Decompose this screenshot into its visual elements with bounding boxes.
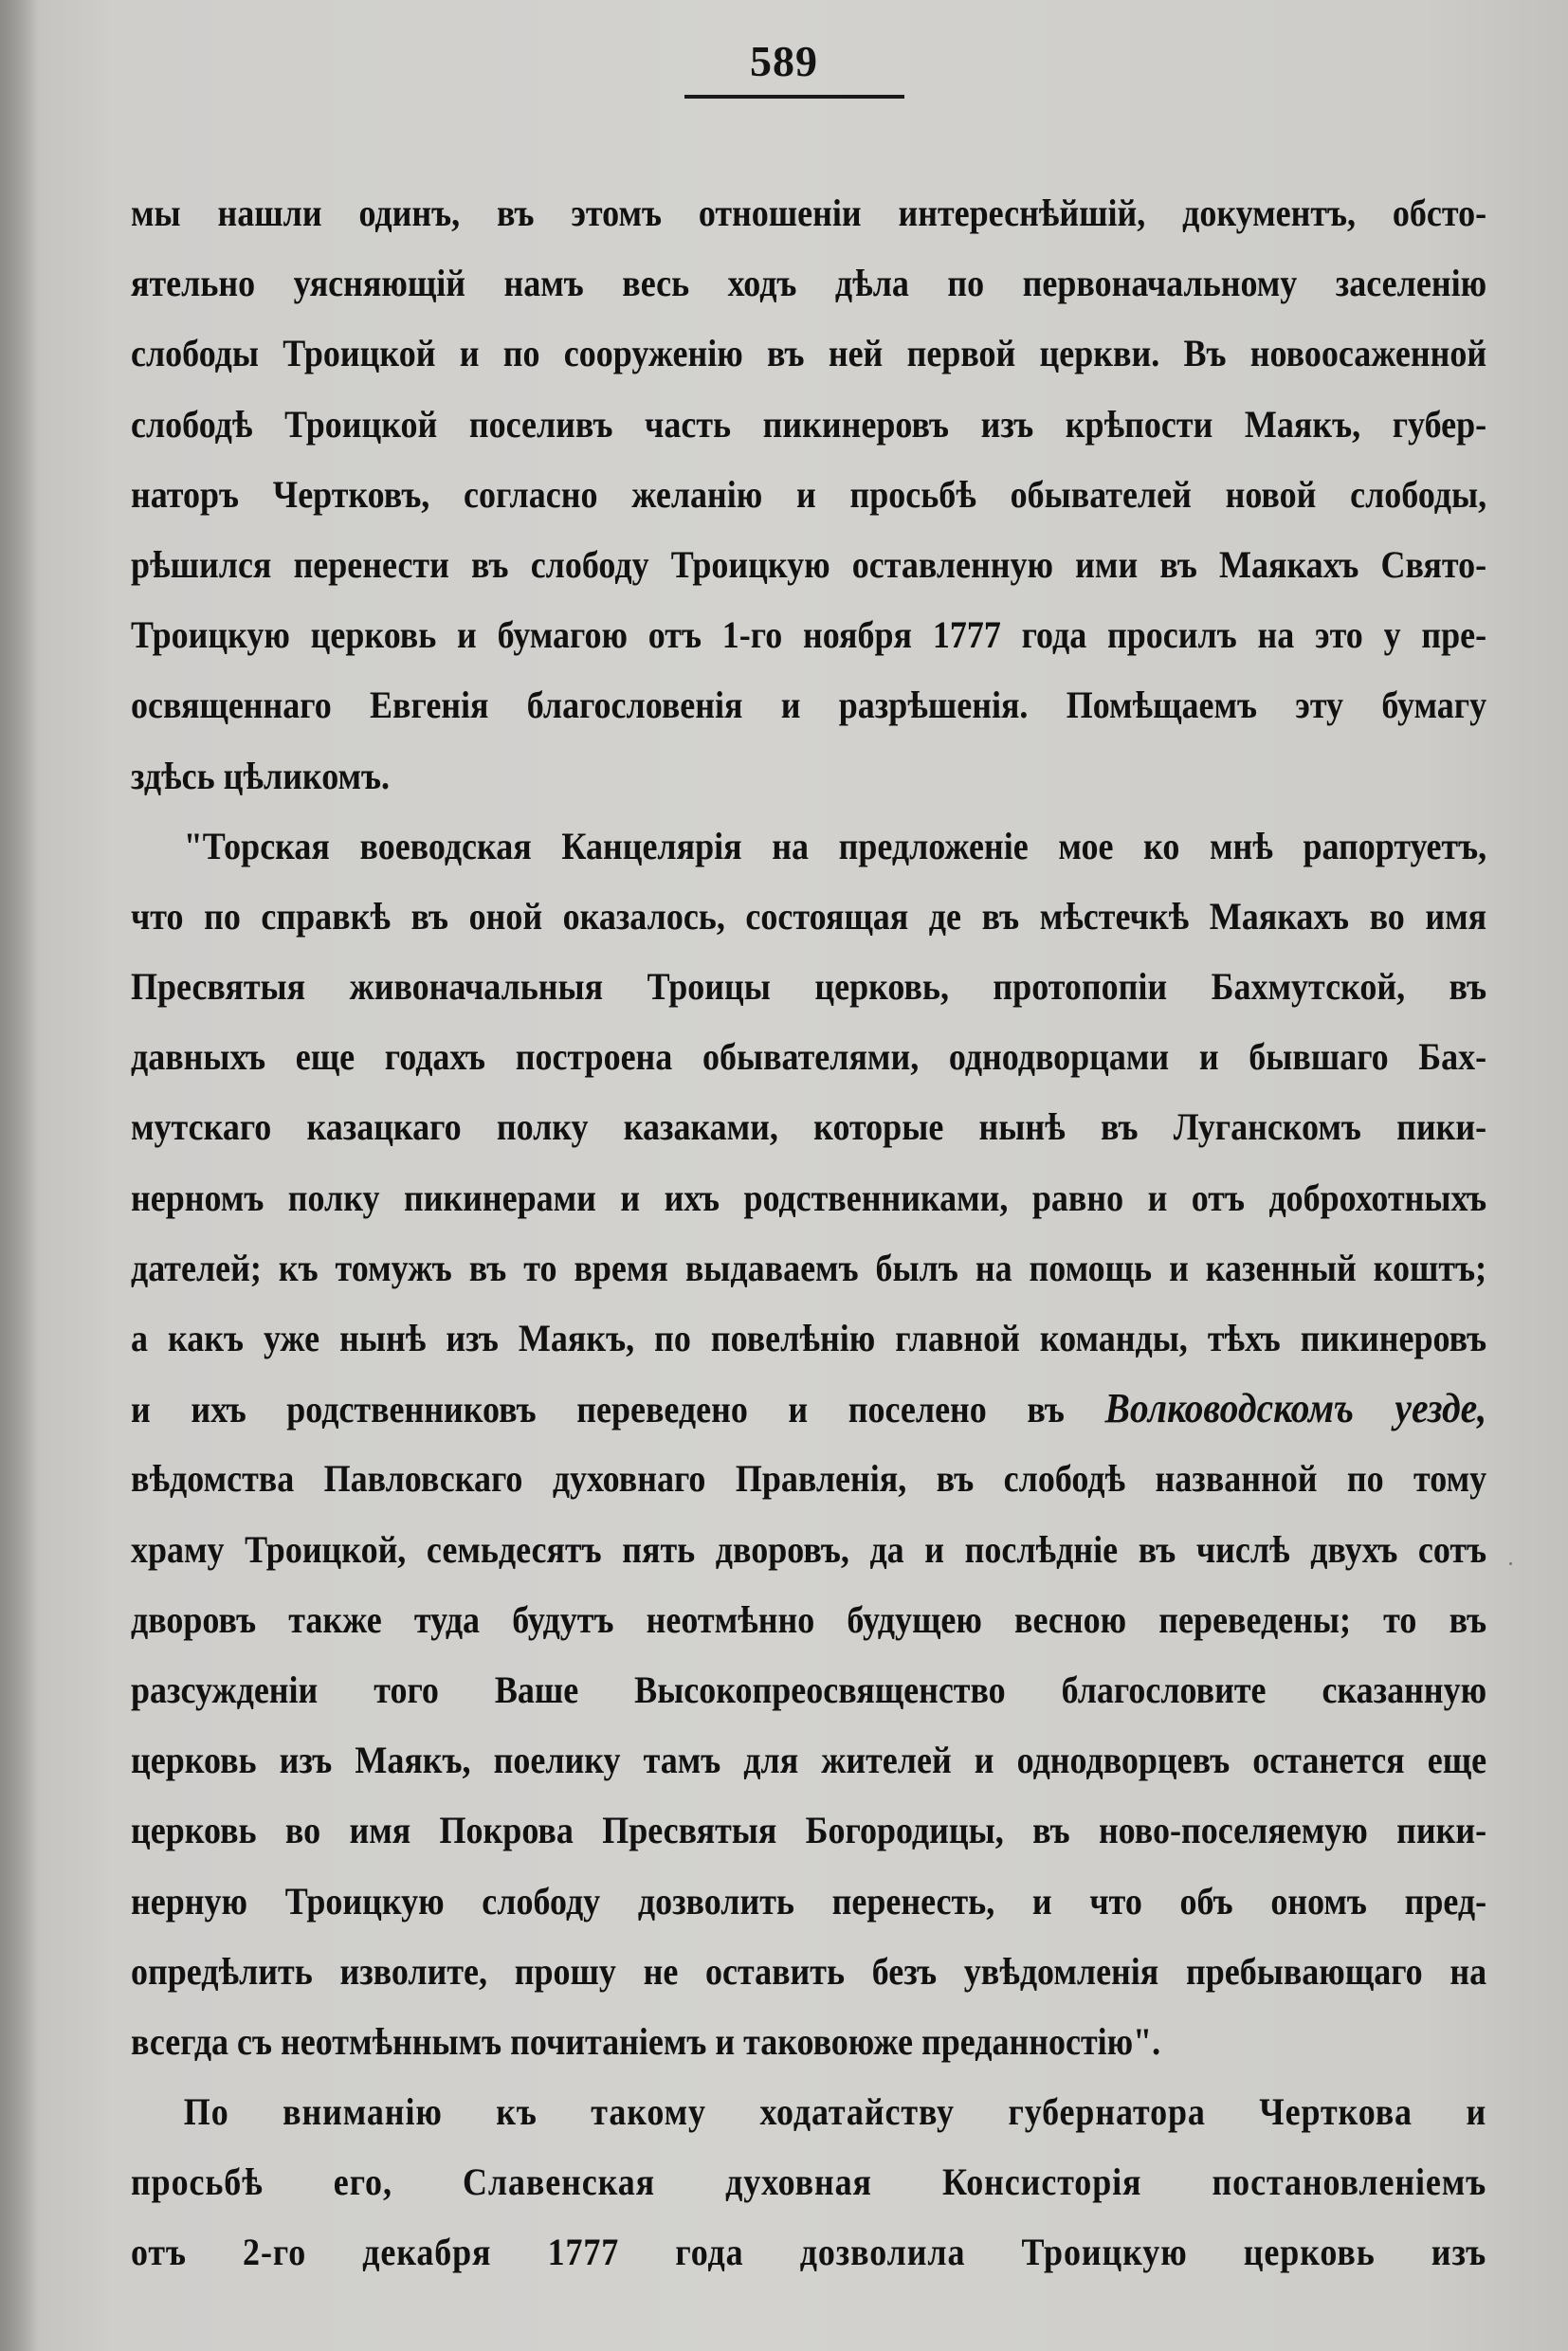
- text-line: здѣсь цѣликомъ.: [131, 754, 391, 797]
- paragraph-2-quote: [131, 811, 1486, 2077]
- text-line: рѣшился перенести въ слободу Троицкую оставленную ими въ Маякахъ Свято-: [131, 542, 1487, 586]
- paragraph-3: [131, 2077, 1486, 2288]
- text-line: ятельно уясняющій намъ весь ходъ дѣла по первоначальному заселенію: [131, 262, 1487, 305]
- paragraph-1: [131, 178, 1486, 811]
- page-number-rule: [684, 95, 904, 99]
- text-line: дателей; къ томужъ въ то время выдаваемъ былъ на помощь и казенный коштъ;: [131, 1246, 1487, 1289]
- text-line: слободы Троицкой и по сооруженію въ ней первой церкви. Въ новоосаженной: [131, 332, 1487, 375]
- text-line: церковь во имя Покрова Пресвятыя Богородицы, въ ново-поселяемую пики-: [131, 1809, 1487, 1852]
- text-line: отъ 2-го декабря 1777 года дозволила Троицкую церковь изъ: [131, 2231, 1487, 2274]
- text-line: мы нашли одинъ, въ этомъ отношеніи интереснѣйшій, документъ, обсто-: [131, 191, 1487, 234]
- text-line: освященнаго Евгенія благословенія и разрѣшенія. Помѣщаемъ эту бумагу: [131, 683, 1487, 727]
- text-line: нерную Троицкую слободу дозволить перенесть, и что объ ономъ пред-: [131, 1879, 1487, 1923]
- text-segment: и ихъ родственниковъ переведено и поселено въ: [131, 1388, 1065, 1431]
- text-line: разсужденіи того Ваше Высокопреосвященство благословите сказанную: [131, 1668, 1487, 1711]
- text-line: церковь изъ Маякъ, поелику тамъ для жителей и однодворцевъ останется еще: [131, 1739, 1487, 1782]
- italic-place-name: Волководскомъ уезде,: [1104, 1385, 1487, 1432]
- text-line-with-italic: [131, 1374, 1486, 1444]
- text-line: мутскаго казацкаго полку казаками, которые нынѣ въ Луганскомъ пики-: [131, 1105, 1487, 1149]
- text-line: "Торская воеводская Канцелярія на предложеніе мое ко мнѣ рапортуетъ,: [183, 824, 1487, 867]
- text-line: давныхъ еще годахъ построена обывателями, однодворцами и бывшаго Бах-: [131, 1035, 1487, 1079]
- body-text: [131, 178, 1486, 2288]
- text-line: а какъ уже нынѣ изъ Маякъ, по повелѣнію главной команды, тѣхъ пикинеровъ: [131, 1317, 1487, 1359]
- text-line: слободѣ Троицкой поселивъ часть пикинеровъ изъ крѣпости Маякъ, губер-: [131, 402, 1487, 446]
- text-line: По вниманію къ такому ходатайству губернатора Черткова и: [183, 2090, 1487, 2134]
- text-line: Троицкую церковь и бумагою отъ 1-го ноября 1777 года просилъ на это у пре-: [131, 613, 1487, 657]
- text-line: храму Троицкой, семьдесятъ пять дворовъ, да и послѣдніе въ числѣ двухъ сотъ: [131, 1527, 1487, 1571]
- text-line: дворовъ также туда будутъ неотмѣнно будущею весною переведены; то въ: [131, 1597, 1487, 1641]
- text-line: всегда съ неотмѣннымъ почитаніемъ и таковоюже преданностію".: [131, 2019, 1161, 2063]
- text-line: Пресвятыя живоначальныя Троицы церковь, протопопіи Бахмутской, въ: [131, 965, 1487, 1009]
- page-number: 589: [750, 37, 818, 85]
- text-line: опредѣлить изволите, прошу не оставить безъ увѣдомленія пребывающаго на: [131, 1949, 1487, 1993]
- gutter-shadow: [0, 0, 38, 2351]
- paper-speck: [1509, 1562, 1512, 1565]
- text-line: просьбѣ его, Славенская духовная Консисторія постановленіемъ: [131, 2160, 1487, 2204]
- text-line: что по справкѣ въ оной оказалось, состоящая де въ мѣстечкѣ Маякахъ во имя: [131, 894, 1487, 938]
- text-line: наторъ Чертковъ, согласно желанію и просьбѣ обывателей новой слободы,: [131, 472, 1487, 516]
- text-line: вѣдомства Павловскаго духовнаго Правленія, въ слободѣ названной по тому: [131, 1457, 1487, 1501]
- text-line: нерномъ полку пикинерами и ихъ родственниками, равно и отъ доброхотныхъ: [131, 1176, 1487, 1219]
